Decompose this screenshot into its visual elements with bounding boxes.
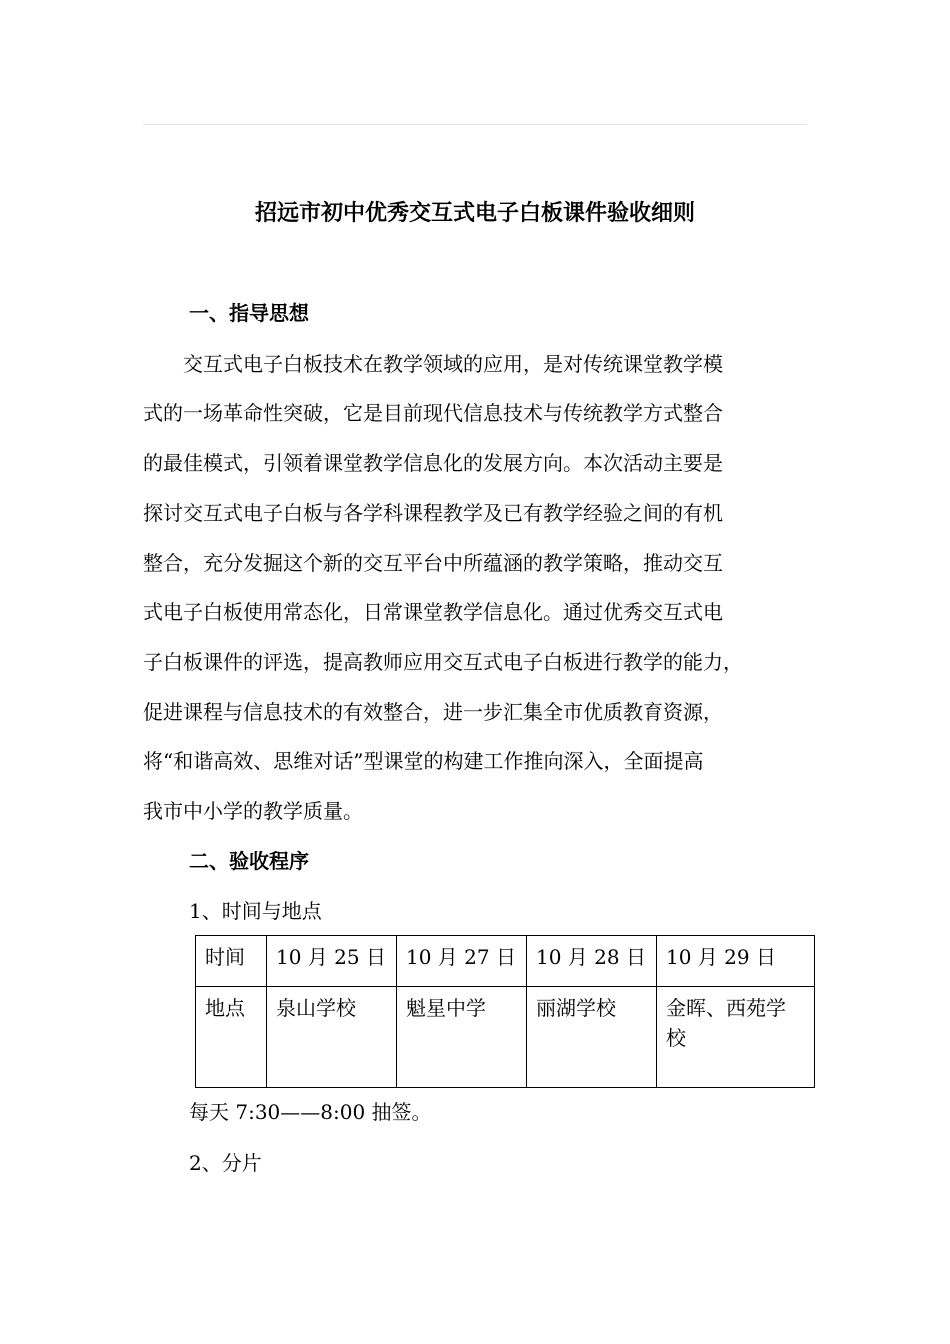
- table-cell: 魁星中学: [397, 987, 527, 1088]
- subsection-districts: 2、分片: [189, 1151, 262, 1175]
- table-cell: 丽湖学校: [527, 987, 657, 1088]
- table-cell: 10 月 27 日: [397, 936, 527, 987]
- paragraph-line: 式的一场革命性突破，它是目前现代信息技术与传统教学方式整合: [143, 401, 723, 425]
- table-cell: 10 月 29 日: [657, 936, 815, 987]
- paragraph-line: 交互式电子白板技术在教学领域的应用，是对传统课堂教学模: [143, 352, 723, 376]
- schedule-table: [195, 935, 815, 1088]
- paragraph-line: 我市中小学的教学质量。: [143, 799, 363, 823]
- section-heading-acceptance-procedure: 二、验收程序: [189, 849, 309, 873]
- section-heading-guiding-thought: 一、指导思想: [189, 301, 309, 325]
- paragraph-line: 将“和谐高效、思维对话”型课堂的构建工作推向深入，全面提高: [143, 749, 704, 773]
- table-cell: 金晖、西苑学校: [657, 987, 815, 1088]
- table-cell: 泉山学校: [267, 987, 397, 1088]
- table-row-place: [196, 987, 815, 1088]
- paragraph-line: 子白板课件的评选，提高教师应用交互式电子白板进行教学的能力，: [143, 650, 743, 674]
- paragraph-line: 式电子白板使用常态化，日常课堂教学信息化。通过优秀交互式电: [143, 600, 723, 624]
- header-rule: [143, 124, 807, 125]
- table-cell: 时间: [196, 936, 267, 987]
- document-title: 招远市初中优秀交互式电子白板课件验收细则: [254, 201, 695, 226]
- table-cell: 10 月 28 日: [527, 936, 657, 987]
- table-cell: 10 月 25 日: [267, 936, 397, 987]
- table-row-time: [196, 936, 815, 987]
- draw-lots-note: 每天 7:30——8:00 抽签。: [189, 1100, 432, 1124]
- paragraph-line: 的最佳模式，引领着课堂教学信息化的发展方向。本次活动主要是: [143, 451, 723, 475]
- subsection-time-and-place: 1、时间与地点: [189, 899, 322, 923]
- paragraph-line: 促进课程与信息技术的有效整合，进一步汇集全市优质教育资源，: [143, 700, 723, 724]
- table-cell: 地点: [196, 987, 267, 1088]
- paragraph-line: 整合，充分发掘这个新的交互平台中所蕴涵的教学策略，推动交互: [143, 551, 723, 575]
- paragraph-line: 探讨交互式电子白板与各学科课程教学及已有教学经验之间的有机: [143, 501, 723, 525]
